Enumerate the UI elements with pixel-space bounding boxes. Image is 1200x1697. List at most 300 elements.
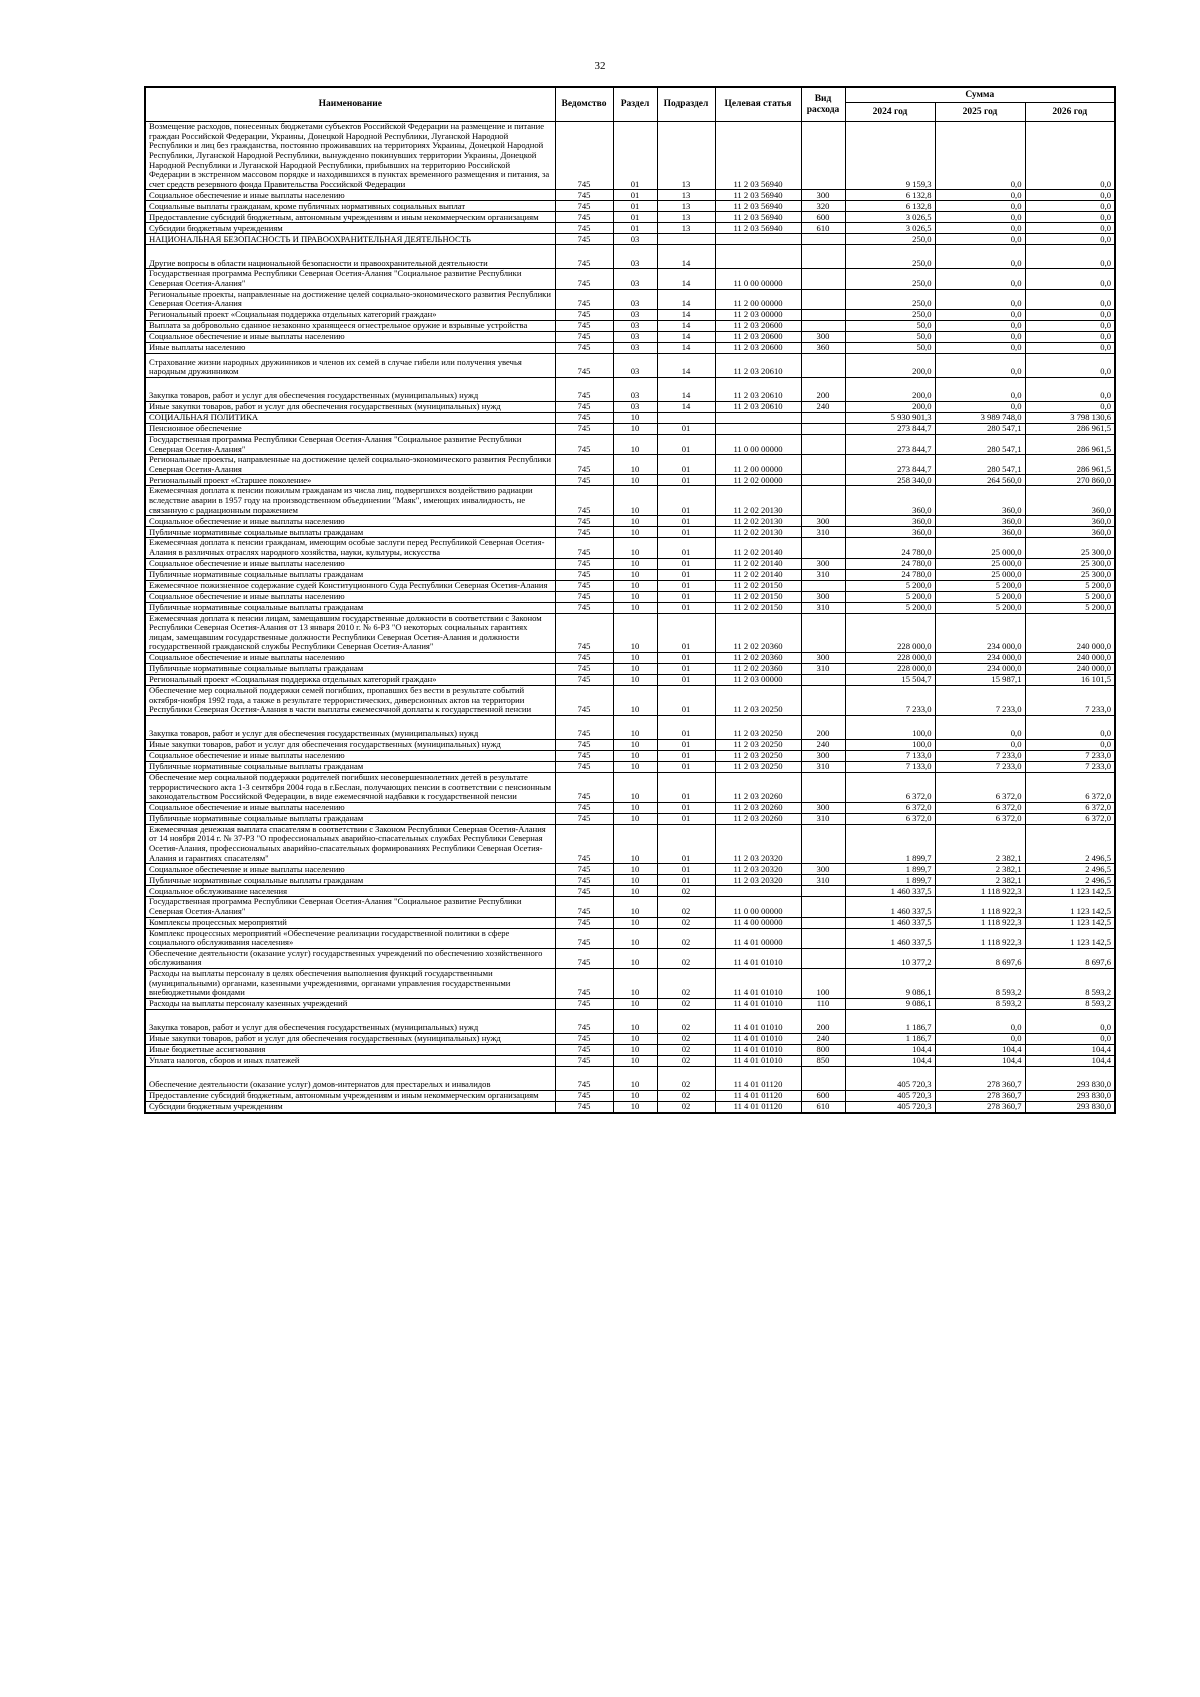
cell-podrazdel: 01 [657,569,715,580]
cell-2026: 6 372,0 [1025,802,1115,813]
cell-2024: 3 026,5 [845,223,935,234]
cell-2025: 0,0 [935,715,1025,739]
cell-razdel: 03 [613,342,657,353]
cell-vid: 200 [801,1009,845,1033]
cell-2025: 234 000,0 [935,653,1025,664]
cell-2024: 1 460 337,5 [845,886,935,897]
cell-vid: 310 [801,602,845,613]
cell-name: НАЦИОНАЛЬНАЯ БЕЗОПАСНОСТЬ И ПРАВООХРАНИТЕЛЬНАЯ ДЕЯТЕЛЬНОСТЬ [145,234,555,245]
cell-name: Обеспечение деятельности (оказание услуг) домов-интернатов для престарелых и инвалидов [145,1066,555,1090]
cell-podrazdel: 01 [657,875,715,886]
cell-razdel: 10 [613,761,657,772]
col-header-2026: 2026 год [1025,103,1115,122]
cell-podrazdel: 01 [657,653,715,664]
cell-2025: 6 372,0 [935,772,1025,802]
budget-table [144,86,1116,1114]
cell-ved: 745 [555,212,613,223]
cell-2026: 0,0 [1025,331,1115,342]
cell-vid [801,897,845,917]
cell-target: 11 2 03 20250 [715,739,801,750]
cell-2024: 1 899,7 [845,875,935,886]
table-row [145,675,1115,686]
cell-2026: 2 496,5 [1025,864,1115,875]
cell-name: Региональные проекты, направленные на достижение целей социально-экономического развития Республики Северная Осетия-Алания [145,455,555,475]
cell-target: 11 2 03 20260 [715,802,801,813]
cell-2025: 0,0 [935,1033,1025,1044]
cell-vid [801,948,845,968]
cell-target: 11 2 02 00000 [715,475,801,486]
cell-podrazdel: 01 [657,558,715,569]
cell-razdel: 10 [613,558,657,569]
cell-vid [801,320,845,331]
cell-target: 11 4 00 00000 [715,917,801,928]
cell-2025: 6 372,0 [935,802,1025,813]
cell-ved: 745 [555,1055,613,1066]
cell-2024: 1 186,7 [845,1033,935,1044]
cell-2026: 0,0 [1025,289,1115,309]
table-row [145,353,1115,377]
cell-vid [801,917,845,928]
cell-target: 11 2 03 20320 [715,864,801,875]
cell-podrazdel: 01 [657,591,715,602]
cell-2025: 7 233,0 [935,686,1025,716]
cell-2026: 7 233,0 [1025,686,1115,716]
cell-name: Пенсионное обеспечение [145,423,555,434]
cell-name: Иные бюджетные ассигнования [145,1044,555,1055]
cell-name: Ежемесячная денежная выплата спасателям в соответствии с Законом Республики Северная Осетия-Алания от 14 ноября 2014 г. № 37-РЗ "О профессиональных аварийно-спасательных службах Республики Северная Осетия-Алания, профессиональных аварийно-спасательных формированиях Республики Северная Осетия-Алания и гарантиях спасателям" [145,824,555,864]
cell-ved: 745 [555,377,613,401]
cell-target: 11 2 02 20150 [715,591,801,602]
cell-name: Субсидии бюджетным учреждениям [145,223,555,234]
cell-2025: 104,4 [935,1044,1025,1055]
cell-name: Социальное обслуживание населения [145,886,555,897]
cell-name: Региональный проект «Социальная поддержка отдельных категорий граждан» [145,675,555,686]
cell-2025: 0,0 [935,201,1025,212]
cell-2026: 16 101,5 [1025,675,1115,686]
cell-2025: 0,0 [935,190,1025,201]
cell-razdel: 03 [613,353,657,377]
cell-ved: 745 [555,715,613,739]
cell-vid [801,353,845,377]
cell-2025: 0,0 [935,212,1025,223]
cell-name: Государственная программа Республики Северная Осетия-Алания "Социальное развитие Республики Северная Осетия-Алания" [145,269,555,289]
cell-ved: 745 [555,1101,613,1113]
cell-2025: 8 593,2 [935,969,1025,999]
cell-razdel: 10 [613,948,657,968]
cell-2026: 0,0 [1025,122,1115,190]
cell-2024: 6 372,0 [845,813,935,824]
cell-name: Публичные нормативные социальные выплаты гражданам [145,602,555,613]
cell-2025: 278 360,7 [935,1066,1025,1090]
cell-target: 11 2 03 20600 [715,320,801,331]
cell-razdel: 03 [613,401,657,412]
table-row [145,309,1115,320]
cell-name: Комплекс процессных мероприятий «Обеспечение реализации государственной политики в сфере социального обслуживания населения» [145,928,555,948]
cell-2026: 7 233,0 [1025,761,1115,772]
cell-vid: 300 [801,591,845,602]
cell-2024: 1 460 337,5 [845,917,935,928]
cell-name: Ежемесячная доплата к пенсии лицам, замещавшим государственные должности в соответствии с Законом Республики Северная Осетия-Алания от 13 января 2010 г. № 6-РЗ "О некоторых социальных гарантиях лицам, замещавшим государственные должности Республики Северная Осетия-Алания и должности государственной гражданской службы Республики Северная Осетия-Алания" [145,613,555,653]
cell-podrazdel: 02 [657,897,715,917]
cell-2025: 5 200,0 [935,602,1025,613]
cell-podrazdel: 14 [657,331,715,342]
cell-2025: 280 547,1 [935,423,1025,434]
cell-podrazdel: 01 [657,527,715,538]
cell-vid [801,613,845,653]
cell-name: Обеспечение мер социальной поддержки родителей погибших несовершеннолетних детей в результате террористического акта 1-3 сентября 2004 года в г.Беслан, получающих пенсии в соответствии с пенсионным законодательством Российской Федерации, в виде ежемесячной надбавки к государственной пенсии [145,772,555,802]
cell-podrazdel: 01 [657,475,715,486]
cell-podrazdel: 01 [657,486,715,516]
cell-2024: 405 720,3 [845,1101,935,1113]
cell-vid [801,122,845,190]
cell-2026: 0,0 [1025,234,1115,245]
cell-vid: 850 [801,1055,845,1066]
cell-2024: 228 000,0 [845,653,935,664]
cell-2025: 234 000,0 [935,664,1025,675]
cell-target: 11 4 01 01010 [715,998,801,1009]
cell-2024: 273 844,7 [845,434,935,454]
cell-2025: 0,0 [935,739,1025,750]
cell-razdel: 10 [613,824,657,864]
cell-vid [801,580,845,591]
cell-2025: 15 987,1 [935,675,1025,686]
cell-vid [801,475,845,486]
cell-2024: 360,0 [845,486,935,516]
cell-target: 11 4 01 01120 [715,1090,801,1101]
cell-2024: 24 780,0 [845,569,935,580]
cell-name: Предоставление субсидий бюджетным, автономным учреждениям и иным некоммерческим организациям [145,1090,555,1101]
cell-podrazdel: 02 [657,1066,715,1090]
cell-name: Публичные нормативные социальные выплаты гражданам [145,875,555,886]
cell-2025: 280 547,1 [935,455,1025,475]
cell-razdel: 10 [613,739,657,750]
table-row [145,234,1115,245]
cell-ved: 745 [555,739,613,750]
cell-2026: 2 496,5 [1025,875,1115,886]
cell-2025: 104,4 [935,1055,1025,1066]
cell-name: Иные закупки товаров, работ и услуг для обеспечения государственных (муниципальных) нужд [145,1033,555,1044]
table-row [145,591,1115,602]
cell-ved: 745 [555,1090,613,1101]
cell-2025: 1 118 922,3 [935,886,1025,897]
cell-ved: 745 [555,802,613,813]
cell-vid: 320 [801,201,845,212]
cell-vid: 300 [801,331,845,342]
cell-podrazdel: 14 [657,309,715,320]
cell-razdel: 10 [613,897,657,917]
cell-2026: 0,0 [1025,401,1115,412]
cell-2025: 264 560,0 [935,475,1025,486]
cell-vid: 800 [801,1044,845,1055]
cell-name: Социальное обеспечение и иные выплаты населению [145,516,555,527]
cell-2024: 228 000,0 [845,613,935,653]
cell-target: 11 2 02 20360 [715,613,801,653]
table-row [145,1066,1115,1090]
cell-ved: 745 [555,917,613,928]
cell-name: Государственная программа Республики Северная Осетия-Алания "Социальное развитие Республики Северная Осетия-Алания" [145,434,555,454]
cell-razdel: 10 [613,772,657,802]
cell-target: 11 2 03 20250 [715,686,801,716]
cell-razdel: 10 [613,917,657,928]
cell-razdel: 10 [613,750,657,761]
cell-2026: 0,0 [1025,715,1115,739]
cell-vid [801,455,845,475]
cell-2024: 6 372,0 [845,772,935,802]
cell-razdel: 10 [613,486,657,516]
cell-ved: 745 [555,245,613,269]
table-row [145,875,1115,886]
cell-ved: 745 [555,558,613,569]
cell-2024: 250,0 [845,245,935,269]
cell-ved: 745 [555,613,613,653]
cell-vid: 310 [801,875,845,886]
cell-name: Публичные нормативные социальные выплаты гражданам [145,761,555,772]
cell-name: Социальное обеспечение и иные выплаты населению [145,864,555,875]
cell-podrazdel: 01 [657,538,715,558]
cell-2025: 0,0 [935,309,1025,320]
cell-vid: 610 [801,223,845,234]
cell-name: Социальные выплаты гражданам, кроме публичных нормативных социальных выплат [145,201,555,212]
table-row [145,969,1115,999]
cell-2025: 7 233,0 [935,761,1025,772]
cell-podrazdel: 01 [657,516,715,527]
cell-name: Субсидии бюджетным учреждениям [145,1101,555,1113]
cell-2026: 360,0 [1025,527,1115,538]
cell-2024: 100,0 [845,715,935,739]
cell-target: 11 2 00 00000 [715,455,801,475]
cell-vid [801,824,845,864]
table-row [145,1055,1115,1066]
cell-podrazdel: 01 [657,675,715,686]
cell-target: 11 2 03 00000 [715,675,801,686]
cell-ved: 745 [555,813,613,824]
cell-name: Расходы на выплаты персоналу казенных учреждений [145,998,555,1009]
cell-ved: 745 [555,516,613,527]
cell-2024: 10 377,2 [845,948,935,968]
cell-podrazdel: 02 [657,917,715,928]
cell-target [715,245,801,269]
table-row [145,455,1115,475]
cell-vid: 240 [801,401,845,412]
cell-ved: 745 [555,401,613,412]
cell-vid [801,309,845,320]
cell-2025: 0,0 [935,269,1025,289]
table-row [145,602,1115,613]
cell-2026: 0,0 [1025,320,1115,331]
cell-2025: 6 372,0 [935,813,1025,824]
page-number: 32 [594,60,606,72]
cell-target: 11 2 03 20600 [715,342,801,353]
col-header-2025: 2025 год [935,103,1025,122]
cell-razdel: 10 [613,1101,657,1113]
cell-2025: 25 000,0 [935,538,1025,558]
cell-2026: 8 593,2 [1025,969,1115,999]
cell-target: 11 2 03 20250 [715,761,801,772]
cell-name: Расходы на выплаты персоналу в целях обеспечения выполнения функций государственными (муниципальными) органами, казенными учреждениями, органами управления государственными внебюджетными фондами [145,969,555,999]
cell-target: 11 2 02 20140 [715,558,801,569]
cell-2026: 25 300,0 [1025,558,1115,569]
cell-2026: 293 830,0 [1025,1090,1115,1101]
table-row [145,917,1115,928]
cell-vid [801,686,845,716]
col-header-razdel: Раздел [613,87,657,122]
cell-podrazdel: 02 [657,969,715,999]
cell-razdel: 10 [613,434,657,454]
cell-2025: 1 118 922,3 [935,917,1025,928]
cell-2024: 50,0 [845,320,935,331]
cell-2026: 104,4 [1025,1044,1115,1055]
cell-podrazdel: 01 [657,864,715,875]
cell-razdel: 10 [613,1066,657,1090]
cell-target: 11 2 03 20600 [715,331,801,342]
cell-2024: 1 899,7 [845,824,935,864]
cell-podrazdel: 02 [657,1009,715,1033]
cell-2024: 5 930 901,3 [845,412,935,423]
cell-2026: 5 200,0 [1025,580,1115,591]
cell-razdel: 03 [613,289,657,309]
cell-podrazdel: 13 [657,212,715,223]
cell-ved: 745 [555,948,613,968]
cell-2024: 104,4 [845,1055,935,1066]
cell-ved: 745 [555,234,613,245]
table-row [145,998,1115,1009]
cell-podrazdel: 01 [657,686,715,716]
cell-razdel: 10 [613,475,657,486]
cell-2025: 0,0 [935,1009,1025,1033]
cell-name: Региональный проект «Социальная поддержка отдельных категорий граждан» [145,309,555,320]
cell-target: 11 4 01 01010 [715,969,801,999]
cell-target: 11 0 00 00000 [715,897,801,917]
cell-2026: 0,0 [1025,1033,1115,1044]
col-header-2024: 2024 год [845,103,935,122]
cell-podrazdel: 01 [657,664,715,675]
cell-2026: 0,0 [1025,309,1115,320]
cell-name: Региональные проекты, направленные на достижение целей социально-экономического развития Республики Северная Осетия-Алания [145,289,555,309]
table-row [145,212,1115,223]
cell-2024: 100,0 [845,739,935,750]
cell-2026: 0,0 [1025,212,1115,223]
cell-2025: 7 233,0 [935,750,1025,761]
cell-2025: 2 382,1 [935,875,1025,886]
cell-name: Государственная программа Республики Северная Осетия-Алания "Социальное развитие Республики Северная Осетия-Алания" [145,897,555,917]
cell-2026: 6 372,0 [1025,772,1115,802]
cell-vid: 240 [801,1033,845,1044]
cell-2025: 2 382,1 [935,864,1025,875]
cell-2025: 360,0 [935,486,1025,516]
cell-vid [801,886,845,897]
cell-2025: 0,0 [935,331,1025,342]
cell-2025: 0,0 [935,377,1025,401]
cell-razdel: 01 [613,122,657,190]
cell-2024: 1 460 337,5 [845,928,935,948]
cell-2026: 2 496,5 [1025,824,1115,864]
cell-2024: 273 844,7 [845,423,935,434]
cell-podrazdel [657,412,715,423]
cell-2025: 278 360,7 [935,1090,1025,1101]
cell-target [715,886,801,897]
table-row [145,320,1115,331]
cell-podrazdel: 01 [657,813,715,824]
table-row [145,423,1115,434]
table-row [145,948,1115,968]
cell-podrazdel: 14 [657,401,715,412]
cell-name: Иные закупки товаров, работ и услуг для обеспечения государственных (муниципальных) нужд [145,401,555,412]
cell-vid: 610 [801,1101,845,1113]
table-row [145,772,1115,802]
cell-razdel: 10 [613,686,657,716]
cell-name: Закупка товаров, работ и услуг для обеспечения государственных (муниципальных) нужд [145,377,555,401]
cell-2024: 258 340,0 [845,475,935,486]
cell-name: Возмещение расходов, понесенных бюджетами субъектов Российской Федерации на размещение и питание граждан Российской Федерации, Украины, Донецкой Народной Республики, Луганской Народной Республики и лиц без гражданства, постоянно проживавших на территориях Украины, Донецкой Народной Республики, Луганской Народной Республики, вынужденно покинувших территории Украины, Донецкой Народной Республики и Луганской Народной Республики, прибывших на территорию Российской Федерации в экстренном массовом порядке и находившихся в пунктах временного размещения и питания, за счет средств резервного фонда Правительства Российской Федерации [145,122,555,190]
cell-2025: 0,0 [935,401,1025,412]
cell-target: 11 2 03 56940 [715,223,801,234]
cell-2025: 25 000,0 [935,569,1025,580]
cell-name: Публичные нормативные социальные выплаты гражданам [145,569,555,580]
cell-vid [801,434,845,454]
cell-2026: 104,4 [1025,1055,1115,1066]
cell-ved: 745 [555,309,613,320]
cell-name: Ежемесячная доплата к пенсии пожилым гражданам из числа лиц, подвергшихся воздействию радиации вследствие аварии в 1957 году на производственном объединении "Маяк", имеющих инвалидность, не связанную с радиационным поражением [145,486,555,516]
cell-2025: 0,0 [935,353,1025,377]
cell-ved: 745 [555,824,613,864]
table-row [145,813,1115,824]
table-row [145,686,1115,716]
cell-2025: 360,0 [935,516,1025,527]
table-row [145,122,1115,190]
cell-vid [801,269,845,289]
cell-2026: 0,0 [1025,223,1115,234]
cell-2024: 1 186,7 [845,1009,935,1033]
cell-2026: 5 200,0 [1025,602,1115,613]
cell-2026: 25 300,0 [1025,569,1115,580]
cell-2026: 360,0 [1025,516,1115,527]
cell-ved: 745 [555,331,613,342]
cell-target: 11 2 03 56940 [715,190,801,201]
cell-2024: 200,0 [845,377,935,401]
table-row [145,715,1115,739]
cell-2026: 0,0 [1025,245,1115,269]
cell-target: 11 0 00 00000 [715,434,801,454]
cell-ved: 745 [555,412,613,423]
cell-target: 11 2 02 20360 [715,653,801,664]
cell-razdel: 10 [613,1033,657,1044]
cell-name: Публичные нормативные социальные выплаты гражданам [145,527,555,538]
cell-name: Ежемесячная доплата к пенсии гражданам, имеющим особые заслуги перед Республикой Северная Осетия-Алания в различных отраслях народного хозяйства, науки, культуры, искусства [145,538,555,558]
cell-ved: 745 [555,475,613,486]
table-row [145,331,1115,342]
cell-ved: 745 [555,269,613,289]
cell-ved: 745 [555,122,613,190]
cell-name: Выплата за добровольно сданное незаконно хранящееся огнестрельное оружие и взрывные устройства [145,320,555,331]
cell-target: 11 2 03 56940 [715,212,801,223]
cell-podrazdel: 02 [657,1101,715,1113]
cell-vid: 100 [801,969,845,999]
cell-2024: 228 000,0 [845,664,935,675]
cell-2024: 360,0 [845,516,935,527]
cell-2024: 3 026,5 [845,212,935,223]
table-row [145,401,1115,412]
cell-2026: 3 798 130,6 [1025,412,1115,423]
cell-vid [801,928,845,948]
cell-podrazdel: 13 [657,223,715,234]
cell-2026: 240 000,0 [1025,664,1115,675]
cell-razdel: 01 [613,201,657,212]
cell-target: 11 2 03 20260 [715,772,801,802]
table-row [145,475,1115,486]
cell-name: Обеспечение мер социальной поддержки семей погибших, пропавших без вести в результате событий октября-ноября 1992 года, а также в результате террористических, диверсионных актов на территории Республики Северная Осетия-Алания в части выплаты ежемесячной доплаты к государственной пенсии [145,686,555,716]
cell-target: 11 4 01 01010 [715,1044,801,1055]
cell-razdel: 10 [613,1044,657,1055]
